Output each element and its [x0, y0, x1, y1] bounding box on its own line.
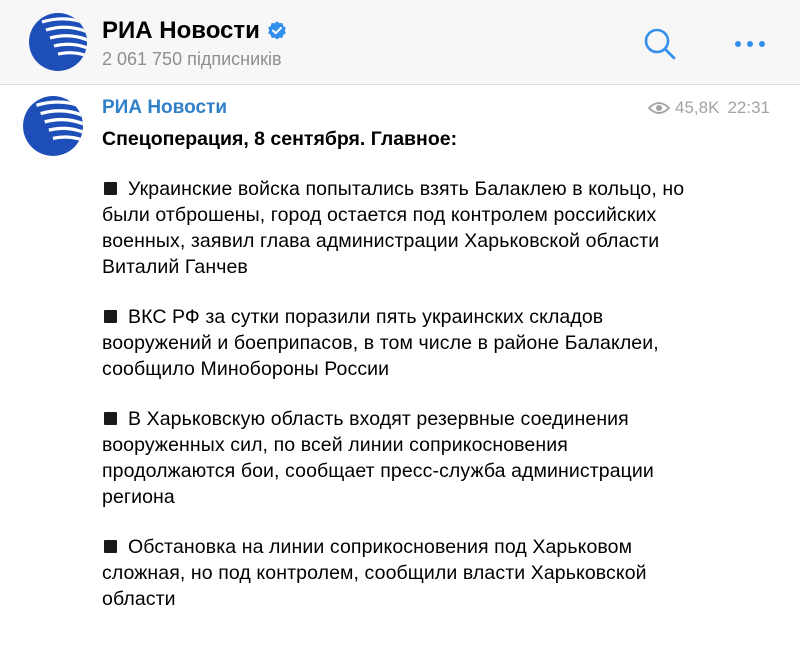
channel-header [0, 0, 800, 85]
post-paragraph [102, 534, 702, 612]
channel-post [0, 85, 800, 656]
more-dots-icon[interactable] [730, 30, 770, 58]
post-paragraph [102, 176, 702, 280]
channel-title-row[interactable] [102, 16, 288, 46]
post-heading: Спецоперация, 8 сентября. Главное: [102, 128, 458, 150]
channel-title: РИА Новости [102, 17, 260, 44]
post-paragraph [102, 304, 702, 382]
post-paragraph [102, 406, 702, 510]
paragraph-text: Украинские войска попытались взять Балаклею в кольцо, но были отброшены, город остается под контролем российских военных, заявил глава администрации Харьковской области Виталий Ганчев [102, 178, 685, 278]
post-time: 22:31 [727, 98, 770, 117]
black-square-bullet-icon [104, 182, 117, 195]
black-square-bullet-icon [104, 540, 117, 553]
post-meta [648, 97, 770, 119]
verified-badge-icon [266, 20, 288, 42]
paragraph-text: Обстановка на линии соприкосновения под Харьковом сложная, но под контролем, сообщили власти Харьковской области [102, 536, 647, 610]
black-square-bullet-icon [104, 412, 117, 425]
ria-globe-logo-icon[interactable] [28, 12, 88, 72]
black-square-bullet-icon [104, 310, 117, 323]
subscriber-count: 2 061 750 підписників [102, 49, 282, 69]
paragraph-text: ВКС РФ за сутки поразили пять украинских складов вооружений и боеприпасов, в том числе в районе Балаклеи, сообщило Минобороны России [102, 306, 659, 380]
post-body [102, 125, 702, 636]
view-count: 45,8K [675, 98, 720, 117]
paragraph-text: В Харьковскую область входят резервные соединения вооруженных сил, по всей линии соприкосновения продолжаются бои, сообщает пресс-служба администрации региона [102, 408, 654, 508]
search-icon[interactable] [640, 24, 680, 64]
eye-icon [648, 101, 670, 115]
post-author[interactable]: РИА Новости [102, 97, 227, 118]
ria-globe-avatar-icon[interactable] [22, 95, 84, 157]
